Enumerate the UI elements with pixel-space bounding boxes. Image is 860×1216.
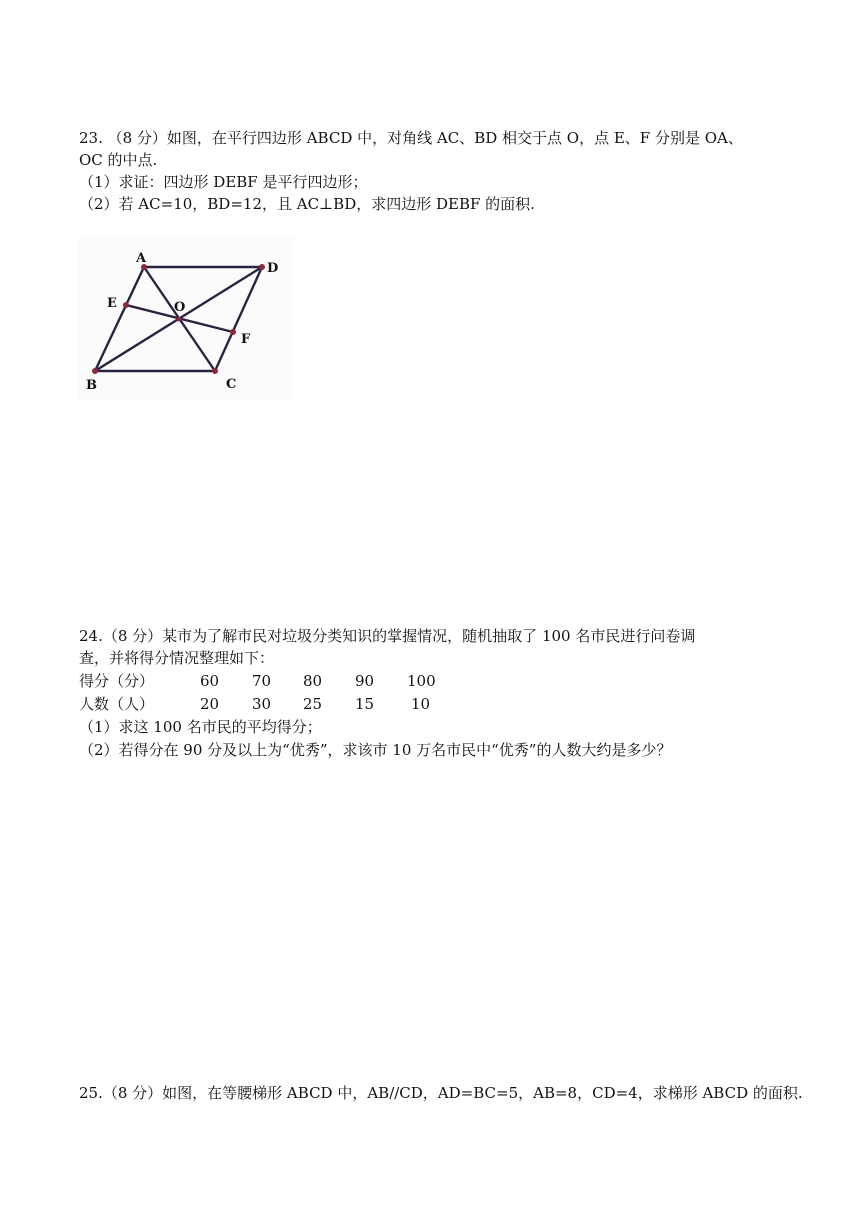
q24-stem-line1: 24.（8 分）某市为了解市民对垃圾分类知识的掌握情况，随机抽取了 100 名市民进行问卷调 — [79, 627, 696, 645]
point-O — [177, 317, 182, 322]
q24-part1: （1）求这 100 名市民的平均得分； — [79, 718, 322, 736]
q23-parallelogram-figure — [78, 237, 292, 401]
label-E: E — [107, 296, 117, 311]
point-C — [212, 368, 218, 374]
count-cell: 25 — [303, 695, 323, 713]
label-B: B — [86, 378, 97, 393]
count-cell: 15 — [355, 695, 375, 713]
label-O: O — [174, 300, 186, 315]
score-cell: 70 — [252, 672, 272, 690]
score-cell: 60 — [200, 672, 220, 690]
point-B — [92, 368, 98, 374]
q23-part2: （2）若 AC=10，BD=12，且 AC⊥BD，求四边形 DEBF 的面积. — [79, 195, 535, 213]
point-E — [123, 302, 129, 308]
point-F — [230, 329, 236, 335]
score-cell: 90 — [355, 672, 375, 690]
score-cell: 80 — [303, 672, 323, 690]
label-F: F — [241, 332, 251, 347]
count-cell: 30 — [252, 695, 272, 713]
score-row-header: 得分（分） — [79, 672, 155, 690]
q24-part2: （2）若得分在 90 分及以上为“优秀”，求该市 10 万名市民中“优秀”的人数大约是多少？ — [79, 741, 672, 759]
score-cell: 100 — [407, 672, 436, 690]
q25-stem: 25.（8 分）如图，在等腰梯形 ABCD 中，AB//CD，AD=BC=5，AB=8，CD=4，求梯形 ABCD 的面积. — [79, 1084, 803, 1102]
score-table-row-counts — [79, 694, 499, 714]
q23-stem-line1: 23. （8 分）如图，在平行四边形 ABCD 中，对角线 AC、BD 相交于点 O，点 E、F 分别是 OA、 — [79, 129, 743, 147]
q24-stem-line2: 查，并将得分情况整理如下： — [79, 649, 275, 667]
label-A: A — [136, 251, 147, 266]
q23-part1: （1）求证：四边形 DEBF 是平行四边形； — [79, 173, 368, 191]
point-D — [259, 264, 265, 270]
count-row-header: 人数（人） — [79, 695, 155, 713]
count-cell: 10 — [411, 695, 431, 713]
label-C: C — [226, 377, 237, 392]
score-table-row-scores — [79, 671, 499, 691]
q23-stem-line2: OC 的中点. — [79, 151, 158, 169]
label-D: D — [267, 261, 279, 276]
parallelogram-diagram — [78, 237, 292, 401]
count-cell: 20 — [200, 695, 220, 713]
